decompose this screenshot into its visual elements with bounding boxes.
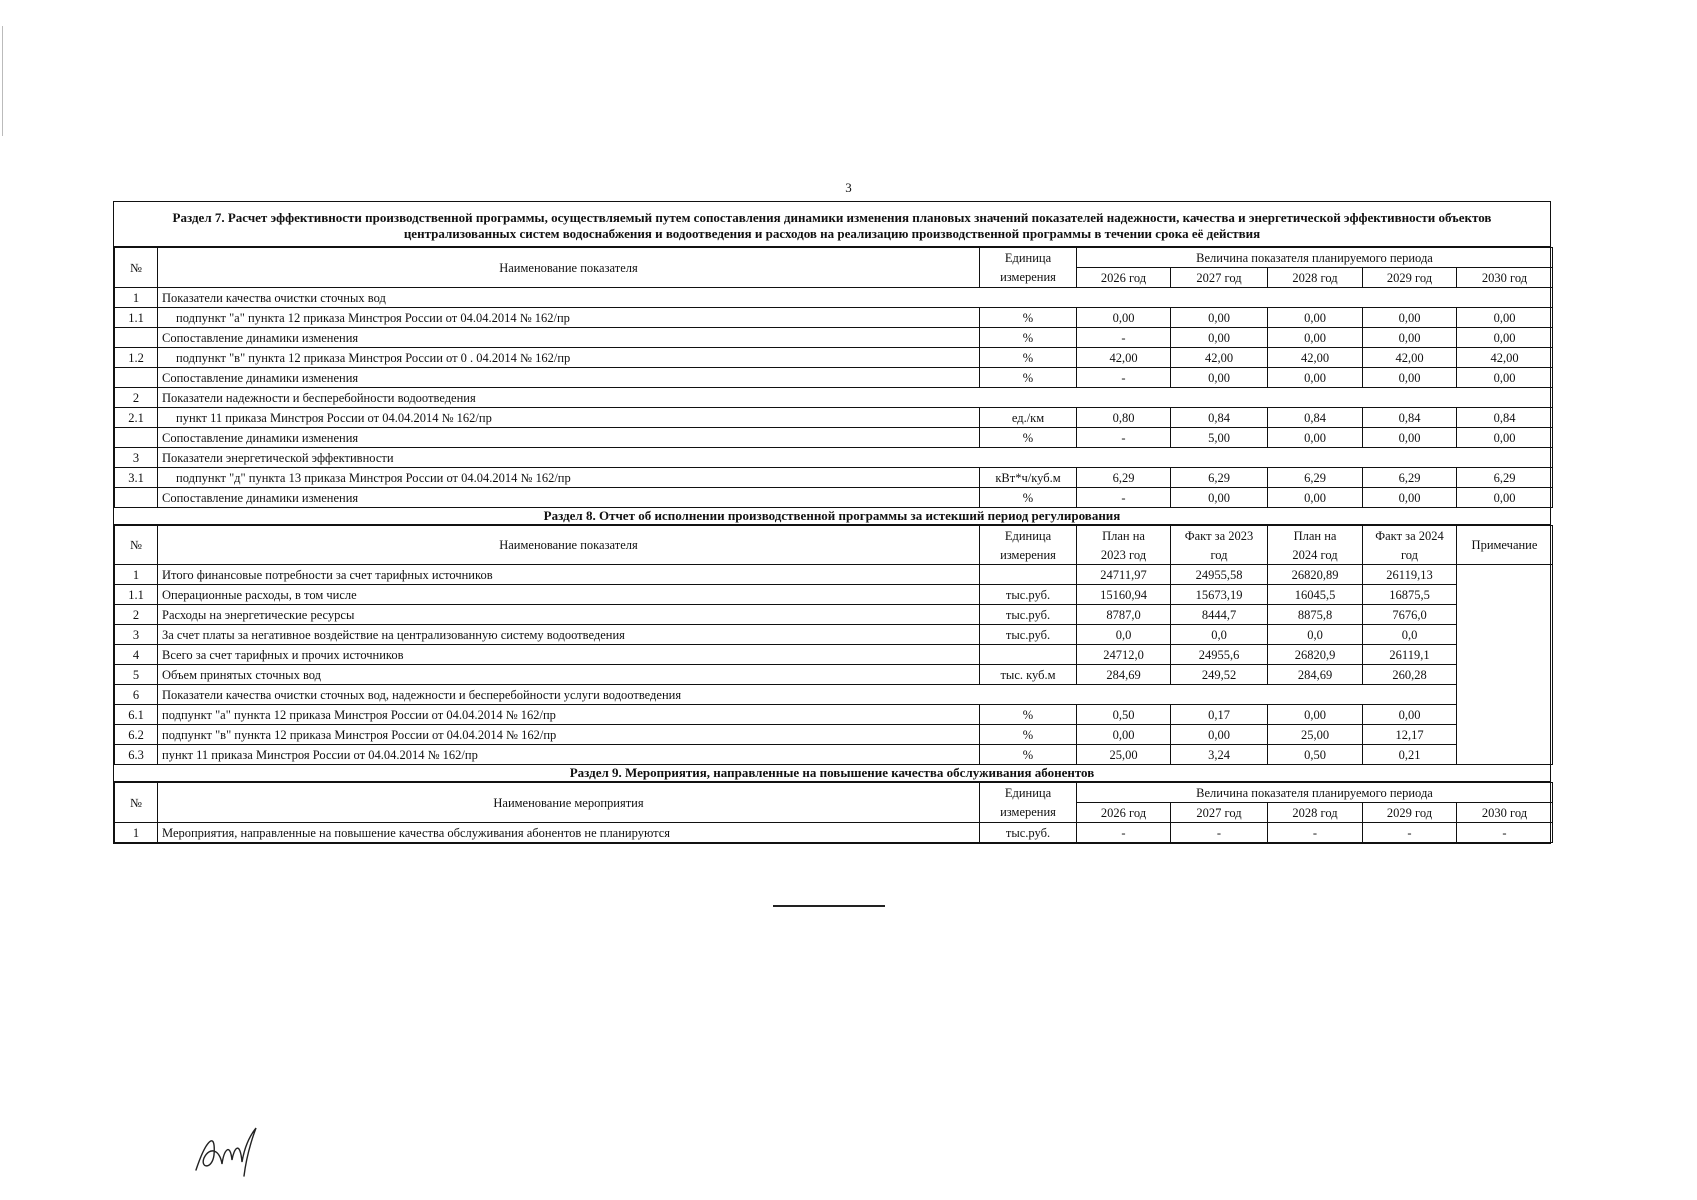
row-name: Сопоставление динамики изменения (158, 368, 980, 388)
row-name: Сопоставление динамики изменения (158, 428, 980, 448)
table-row (115, 408, 1553, 428)
row-value: 42,00 (1268, 348, 1363, 368)
row-number: 2 (115, 605, 158, 625)
row-value: 0,00 (1363, 308, 1457, 328)
row-number: 2.1 (115, 408, 158, 428)
table-row (115, 468, 1553, 488)
table-row (115, 448, 1553, 468)
row-value: 26119,1 (1363, 645, 1457, 665)
row-number: 1.1 (115, 308, 158, 328)
row-value: 0,0 (1268, 625, 1363, 645)
col-fact-header-line1: Факт за 2024 (1363, 526, 1457, 546)
col-unit-header-line2: измерения (980, 545, 1077, 565)
row-unit: % (980, 725, 1077, 745)
row-unit: тыс.руб. (980, 585, 1077, 605)
col-year-header: 2030 год (1457, 268, 1553, 288)
row-number: 6.1 (115, 705, 158, 725)
signature-icon (186, 1120, 276, 1180)
row-value: 0,0 (1363, 625, 1457, 645)
col-year-header: 2026 год (1077, 803, 1171, 823)
col-number-header: № (115, 526, 158, 565)
section7-header-row (115, 248, 1553, 268)
table-row (115, 625, 1553, 645)
col-number-header: № (115, 783, 158, 823)
row-name: подпункт "в" пункта 12 приказа Минстроя России от 0 . 04.2014 № 162/пр (158, 348, 980, 368)
row-number: 3 (115, 625, 158, 645)
col-unit-header-line2: измерения (980, 803, 1077, 823)
row-number (115, 488, 158, 508)
row-value: 15673,19 (1171, 585, 1268, 605)
col-fact-header-line2: год (1363, 545, 1457, 565)
table-row (115, 605, 1553, 625)
row-number: 3.1 (115, 468, 158, 488)
row-value: 0,00 (1268, 488, 1363, 508)
col-plan-header-line1: План на (1077, 526, 1171, 546)
section7-title: Раздел 7. Расчет эффективности производственной программы, осуществляемый путем сопоставления динамики изменения плановых значений показателей надежности, качества и энергетической эффективности объектов централизованных систем водоснабжения и водоотведения и расходов на реализацию производственной программы в течении срока её действия (114, 202, 1550, 247)
col-fact-header-line2: год (1171, 545, 1268, 565)
table-row (115, 368, 1553, 388)
report-document (113, 201, 1551, 844)
row-value: 8875,8 (1268, 605, 1363, 625)
row-value: 3,24 (1171, 745, 1268, 765)
table-row (115, 725, 1553, 745)
col-name-header: Наименование показателя (158, 248, 980, 288)
row-unit: % (980, 308, 1077, 328)
row-name: За счет платы за негативное воздействие на централизованную систему водоотведения (158, 625, 980, 645)
row-value: 25,00 (1077, 745, 1171, 765)
row-value: 0,00 (1457, 488, 1553, 508)
row-value: 6,29 (1363, 468, 1457, 488)
row-value: 8787,0 (1077, 605, 1171, 625)
row-value: 0,00 (1171, 725, 1268, 745)
row-value: 0,00 (1268, 328, 1363, 348)
row-value: 24955,58 (1171, 565, 1268, 585)
col-note-header: Примечание (1457, 526, 1553, 565)
col-unit-header-line1: Единица (980, 248, 1077, 268)
page-number: 3 (845, 180, 852, 195)
row-number: 1 (115, 565, 158, 585)
row-value: 12,17 (1363, 725, 1457, 745)
row-unit: % (980, 368, 1077, 388)
row-number: 6.2 (115, 725, 158, 745)
row-number: 4 (115, 645, 158, 665)
row-value: 0,00 (1077, 308, 1171, 328)
row-value: - (1363, 823, 1457, 843)
row-value: 42,00 (1363, 348, 1457, 368)
row-unit: тыс.руб. (980, 625, 1077, 645)
row-value: 0,00 (1363, 488, 1457, 508)
col-unit-header-line1: Единица (980, 526, 1077, 546)
row-value: 0,0 (1077, 625, 1171, 645)
col-plan-header-line1: План на (1268, 526, 1363, 546)
row-value: 0,00 (1363, 705, 1457, 725)
row-name: подпункт "а" пункта 12 приказа Минстроя России от 04.04.2014 № 162/пр (158, 705, 980, 725)
row-value: 26119,13 (1363, 565, 1457, 585)
row-value: - (1457, 823, 1553, 843)
row-value: 7676,0 (1363, 605, 1457, 625)
row-name: Сопоставление динамики изменения (158, 328, 980, 348)
row-unit (980, 645, 1077, 665)
col-unit-header-line1: Единица (980, 783, 1077, 803)
row-value: 16875,5 (1363, 585, 1457, 605)
table-row (115, 388, 1553, 408)
row-value: 0,84 (1171, 408, 1268, 428)
table-row (115, 348, 1553, 368)
row-value: 0,00 (1268, 368, 1363, 388)
row-name: Мероприятия, направленные на повышение качества обслуживания абонентов не планируются (158, 823, 980, 843)
row-value: 0,84 (1363, 408, 1457, 428)
row-value: 5,00 (1171, 428, 1268, 448)
row-number: 1.2 (115, 348, 158, 368)
col-name-header: Наименование показателя (158, 526, 980, 565)
row-value: 42,00 (1077, 348, 1171, 368)
row-number (115, 428, 158, 448)
row-value: 24711,97 (1077, 565, 1171, 585)
col-number-header: № (115, 248, 158, 288)
row-value: 0,50 (1268, 745, 1363, 765)
row-unit: тыс.руб. (980, 823, 1077, 843)
row-value: 0,00 (1268, 705, 1363, 725)
row-value: 0,00 (1171, 328, 1268, 348)
row-name: Операционные расходы, в том числе (158, 585, 980, 605)
table-row (115, 823, 1553, 843)
row-unit: % (980, 328, 1077, 348)
row-unit: % (980, 428, 1077, 448)
row-value: 0,21 (1363, 745, 1457, 765)
table-row (115, 585, 1553, 605)
col-year-header: 2027 год (1171, 803, 1268, 823)
row-value: 42,00 (1171, 348, 1268, 368)
row-value: 6,29 (1171, 468, 1268, 488)
col-period-header: Величина показателя планируемого периода (1077, 248, 1553, 268)
row-value: 26820,89 (1268, 565, 1363, 585)
row-number: 5 (115, 665, 158, 685)
row-value: 0,84 (1268, 408, 1363, 428)
row-value: 0,00 (1171, 488, 1268, 508)
row-name: Сопоставление динамики изменения (158, 488, 980, 508)
row-value: 249,52 (1171, 665, 1268, 685)
row-name: подпункт "в" пункта 12 приказа Минстроя России от 04.04.2014 № 162/пр (158, 725, 980, 745)
row-number (115, 328, 158, 348)
row-value: 0,17 (1171, 705, 1268, 725)
row-unit: тыс.руб. (980, 605, 1077, 625)
table-row (115, 328, 1553, 348)
row-value: 6,29 (1268, 468, 1363, 488)
section8-table (114, 525, 1553, 765)
row-number: 1 (115, 288, 158, 308)
col-name-header: Наименование мероприятия (158, 783, 980, 823)
row-name: Расходы на энергетические ресурсы (158, 605, 980, 625)
row-value: - (1077, 368, 1171, 388)
row-value: 260,28 (1363, 665, 1457, 685)
col-year-header: 2030 год (1457, 803, 1553, 823)
row-value: - (1077, 488, 1171, 508)
row-name: Всего за счет тарифных и прочих источников (158, 645, 980, 665)
table-row (115, 705, 1553, 725)
row-name: Объем принятых сточных вод (158, 665, 980, 685)
row-unit (980, 565, 1077, 585)
row-number: 3 (115, 448, 158, 468)
col-year-header: 2027 год (1171, 268, 1268, 288)
section9-table (114, 782, 1553, 843)
table-row (115, 665, 1553, 685)
section8-header-row (115, 526, 1553, 546)
table-row (115, 288, 1553, 308)
row-name: Показатели энергетической эффективности (158, 448, 1553, 468)
col-year-header: 2028 год (1268, 268, 1363, 288)
row-value: 0,00 (1457, 368, 1553, 388)
section8-title: Раздел 8. Отчет об исполнении производственной программы за истекший период регулирования (114, 508, 1550, 525)
row-value: 0,00 (1457, 308, 1553, 328)
row-unit: % (980, 745, 1077, 765)
row-value: 15160,94 (1077, 585, 1171, 605)
row-value: 0,00 (1171, 308, 1268, 328)
row-value: - (1171, 823, 1268, 843)
row-value: 24955,6 (1171, 645, 1268, 665)
row-value: 0,80 (1077, 408, 1171, 428)
row-value: 26820,9 (1268, 645, 1363, 665)
col-year-header: 2028 год (1268, 803, 1363, 823)
row-value: 0,00 (1077, 725, 1171, 745)
row-value: 6,29 (1457, 468, 1553, 488)
row-number: 1.1 (115, 585, 158, 605)
row-value: - (1077, 328, 1171, 348)
col-unit-header-line2: измерения (980, 268, 1077, 288)
col-period-header: Величина показателя планируемого периода (1077, 783, 1553, 803)
row-value: 6,29 (1077, 468, 1171, 488)
section9-header-row (115, 783, 1553, 803)
table-row (115, 685, 1553, 705)
section9-title: Раздел 9. Мероприятия, направленные на повышение качества обслуживания абонентов (114, 765, 1550, 782)
row-number: 6 (115, 685, 158, 705)
row-value: 0,00 (1363, 428, 1457, 448)
table-row (115, 428, 1553, 448)
row-name: пункт 11 приказа Минстроя России от 04.04.2014 № 162/пр (158, 408, 980, 428)
row-value: 24712,0 (1077, 645, 1171, 665)
row-name: Итого финансовые потребности за счет тарифных источников (158, 565, 980, 585)
table-row (115, 488, 1553, 508)
scan-fold-line (2, 26, 3, 136)
row-unit: % (980, 488, 1077, 508)
row-value: - (1268, 823, 1363, 843)
col-plan-header-line2: 2023 год (1077, 545, 1171, 565)
row-value: 0,00 (1268, 428, 1363, 448)
col-year-header: 2029 год (1363, 803, 1457, 823)
row-name: подпункт "д" пункта 13 приказа Минстроя России от 04.04.2014 № 162/пр (158, 468, 980, 488)
row-value: - (1077, 428, 1171, 448)
row-value: 0,00 (1457, 428, 1553, 448)
row-value: 0,00 (1363, 328, 1457, 348)
row-name: Показатели качества очистки сточных вод, надежности и бесперебойности услуги водоотведения (158, 685, 1457, 705)
row-value: 0,84 (1457, 408, 1553, 428)
note-cell (1457, 565, 1553, 765)
row-value: 0,00 (1363, 368, 1457, 388)
row-name: подпункт "а" пункта 12 приказа Минстроя России от 04.04.2014 № 162/пр (158, 308, 980, 328)
row-number (115, 368, 158, 388)
row-value: 0,00 (1457, 328, 1553, 348)
row-value: 25,00 (1268, 725, 1363, 745)
row-value: 0,0 (1171, 625, 1268, 645)
row-unit: % (980, 348, 1077, 368)
row-unit: кВт*ч/куб.м (980, 468, 1077, 488)
table-row (115, 645, 1553, 665)
row-name: Показатели качества очистки сточных вод (158, 288, 1553, 308)
row-value: 16045,5 (1268, 585, 1363, 605)
row-value: 0,00 (1268, 308, 1363, 328)
row-number: 2 (115, 388, 158, 408)
row-number: 6.3 (115, 745, 158, 765)
end-divider (773, 905, 885, 907)
row-name: Показатели надежности и бесперебойности водоотведения (158, 388, 1553, 408)
row-name: пункт 11 приказа Минстроя России от 04.04.2014 № 162/пр (158, 745, 980, 765)
col-plan-header-line2: 2024 год (1268, 545, 1363, 565)
section7-table (114, 247, 1553, 508)
row-value: - (1077, 823, 1171, 843)
row-value: 8444,7 (1171, 605, 1268, 625)
row-number: 1 (115, 823, 158, 843)
row-unit: тыс. куб.м (980, 665, 1077, 685)
col-fact-header-line1: Факт за 2023 (1171, 526, 1268, 546)
row-value: 42,00 (1457, 348, 1553, 368)
table-row (115, 745, 1553, 765)
table-row (115, 565, 1553, 585)
table-row (115, 308, 1553, 328)
row-value: 0,50 (1077, 705, 1171, 725)
row-unit: ед./км (980, 408, 1077, 428)
col-year-header: 2029 год (1363, 268, 1457, 288)
row-value: 0,00 (1171, 368, 1268, 388)
col-year-header: 2026 год (1077, 268, 1171, 288)
row-value: 284,69 (1077, 665, 1171, 685)
row-unit: % (980, 705, 1077, 725)
row-value: 284,69 (1268, 665, 1363, 685)
